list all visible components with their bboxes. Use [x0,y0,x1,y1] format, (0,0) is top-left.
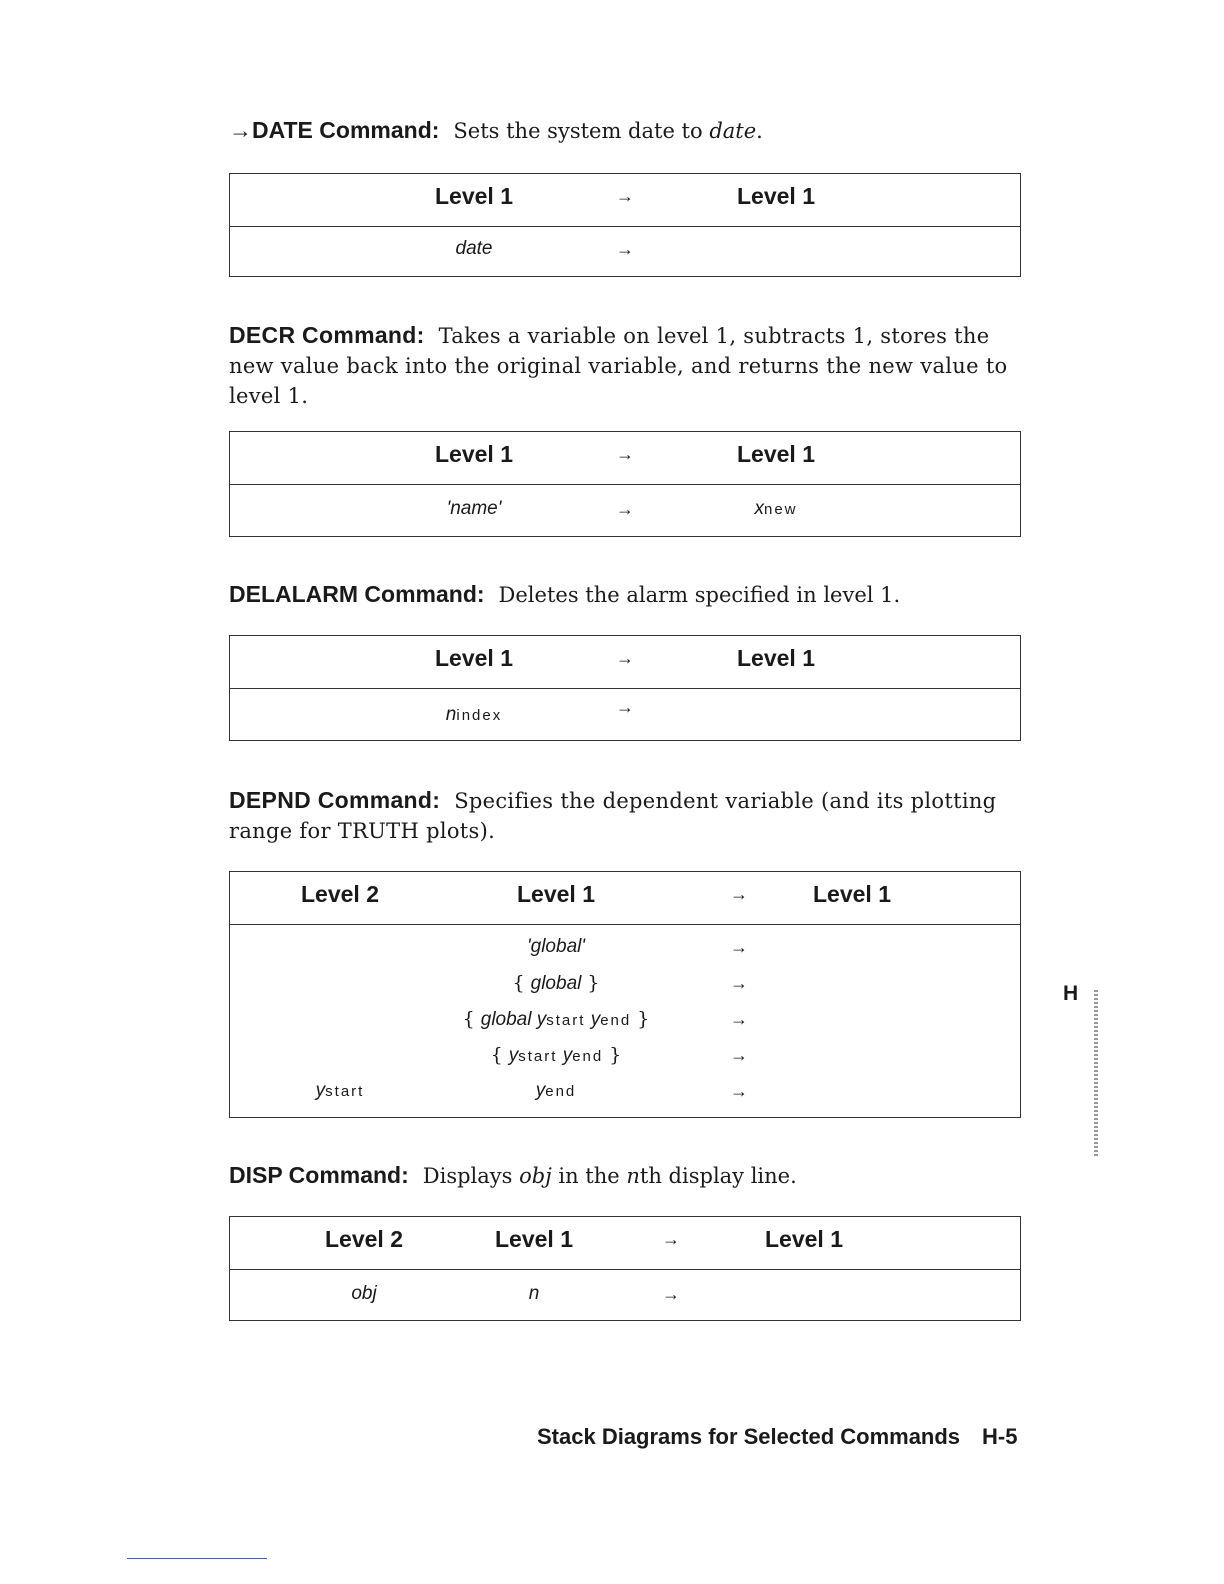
header-level1-input: Level 1 [435,645,513,671]
level1-input-value: date [455,238,493,259]
header-level1-input: Level 1 [495,1226,573,1252]
header-level1-output: Level 1 [737,645,815,671]
arrow: → [616,239,634,259]
tab-edge-marker [1094,990,1098,1158]
header-level1-output: Level 1 [765,1226,843,1252]
depnd-stack-diagram [229,871,1021,1118]
date-section [229,116,1023,146]
date-stack-diagram [229,173,1021,277]
delalarm-command-heading: DELALARM Command: [229,581,485,607]
depnd-command-heading: DEPND Command: [229,787,441,813]
stack-header-row [230,174,1020,227]
level1-input-value: { ystart yend } [490,1044,622,1066]
stack-header-row [230,432,1020,485]
date-command-description: Sets the system date to date. [453,119,763,143]
header-level1-input: Level 1 [435,183,513,209]
level2-input-value: ystart [315,1080,365,1101]
delalarm-command-description: Deletes the alarm specified in level 1. [498,583,901,607]
header-arrow: → [730,884,748,904]
header-arrow: → [616,444,634,464]
stack-row [230,491,1020,527]
level2-input-value: obj [351,1283,377,1304]
stack-header-row [230,1217,1020,1270]
arrow: → [616,697,634,717]
decr-command-heading: DECR Command: [229,322,425,348]
appendix-tab-letter: H [1063,982,1079,1005]
header-level1-output: Level 1 [737,441,815,467]
arrow: → [730,1081,748,1101]
stack-row [230,929,1020,965]
level1-input-value: 'global' [527,936,585,957]
stack-header-row [230,872,1020,925]
disp-section [229,1161,1023,1191]
header-arrow: → [616,186,634,206]
delalarm-stack-diagram [229,635,1021,741]
stack-row [230,965,1020,1001]
level1-input-value: yend [535,1080,577,1101]
disp-command-heading: DISP Command: [229,1162,409,1188]
header-arrow: → [616,648,634,668]
stack-row [230,1073,1020,1109]
bottom-rule [127,1558,267,1559]
header-level1-input: Level 1 [435,441,513,467]
decr-section [229,320,1023,411]
stack-header-row [230,636,1020,689]
arrow: → [662,1284,680,1304]
level1-input-value: n [528,1283,540,1304]
level1-output-value: xnew [754,498,798,519]
date-command-heading: →DATE Command: [229,117,440,143]
depnd-section [229,785,1023,846]
stack-row [230,231,1020,267]
decr-stack-diagram [229,431,1021,537]
disp-stack-diagram [229,1216,1021,1321]
stack-row [230,1276,1020,1312]
header-level2-input: Level 2 [301,881,379,907]
footer-title: Stack Diagrams for Selected Commands [537,1424,961,1449]
arrow: → [730,973,748,993]
header-level1-output: Level 1 [813,881,891,907]
header-level2-input: Level 2 [325,1226,403,1252]
arrow: → [616,499,634,519]
stack-row [230,1037,1020,1073]
level1-input-value: { global ystart yend } [462,1008,650,1030]
header-arrow: → [662,1229,680,1249]
decr-command-description: Takes a variable on level 1, subtracts 1, stores the new value back into the original variable, and returns the new value to level 1. [229,324,1008,408]
stack-row [230,697,1020,733]
page-footer [537,1424,1018,1450]
arrow: → [730,1009,748,1029]
level1-input-value: { global } [512,972,600,994]
level1-input-value: 'name' [446,498,502,519]
header-level1-input: Level 1 [517,881,595,907]
disp-command-description: Displays obj in the nth display line. [422,1164,797,1188]
depnd-command-description: Specifies the dependent variable (and its plotting range for TRUTH plots). [229,789,997,843]
arrow: → [730,1045,748,1065]
level1-input-value: nindex [445,704,503,725]
page-number: H-5 [982,1424,1018,1449]
delalarm-section [229,580,1023,610]
arrow: → [730,937,748,957]
header-level1-output: Level 1 [737,183,815,209]
stack-row [230,1001,1020,1037]
